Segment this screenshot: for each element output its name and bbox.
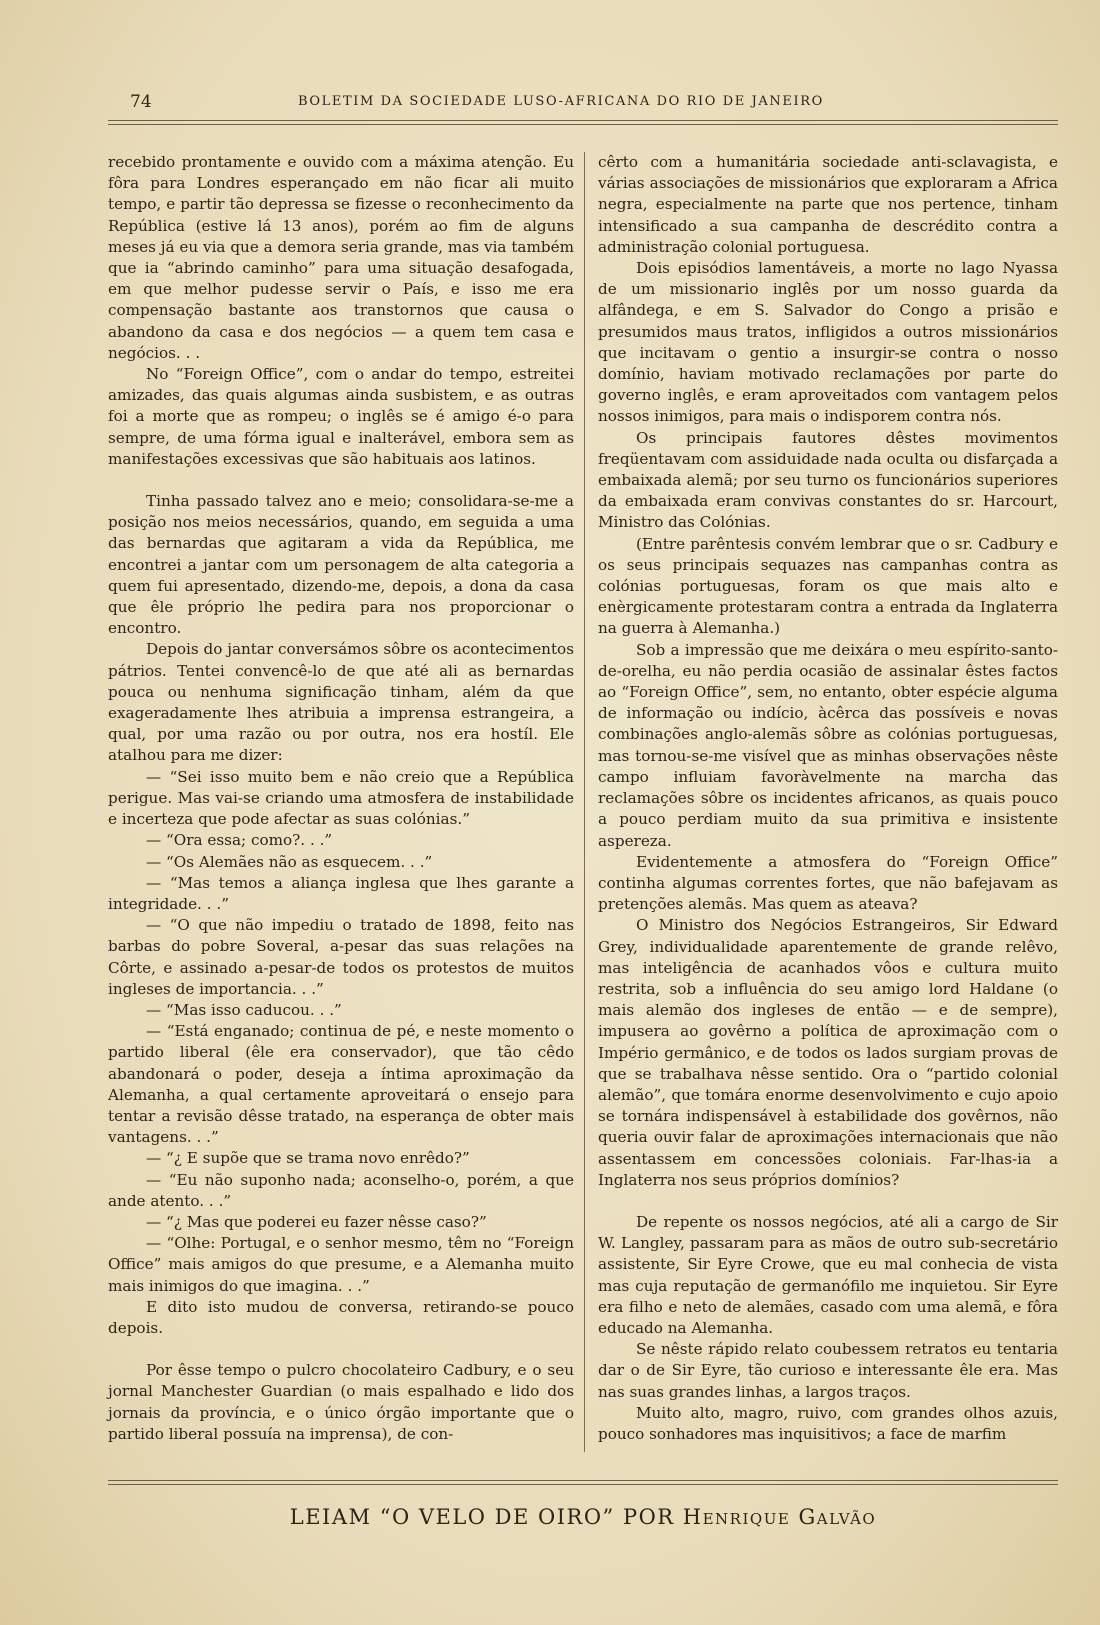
paragraph: Por êsse tempo o pulcro chocolateiro Cadbury, e o seu jornal Manchester Guardian (o mais espalhado e lido dos jornais da província, e o único órgão importante que o partido liberal possuía na imprensa), de con- — [108, 1361, 574, 1443]
paragraph: (Entre parêntesis convém lembrar que o sr. Cadbury e os seus principais sequazes nas campanhas contra as colónias portuguesas, foram os que mais alto e enèrgicamente protestaram contra a entrada da Inglaterra na guerra à Alemanha.) — [598, 534, 1058, 638]
paragraph: — “¿ E supõe que se trama novo enrêdo?” — [146, 1149, 470, 1168]
paragraph: Muito alto, magro, ruivo, com grandes olhos azuis, pouco sonhadores mas inquisitivos; a face de marfim — [598, 1403, 1058, 1443]
footer-rule — [108, 1480, 1058, 1481]
paragraph: E dito isto mudou de conversa, retirando-se pouco depois. — [108, 1297, 574, 1337]
paragraph: cêrto com a humanitária sociedade anti-sclavagista, e várias associações de missionários que exploraram a Africa negra, especialmente na parte que nos pertence, tinham intensificado a sua campanha de descrédito contra a administração colonial portuguesa. — [598, 153, 1058, 256]
header-rule — [108, 120, 1058, 121]
paragraph: Os principais fautores dêstes movimentos freqüentavam com assiduidade nada oculta ou disfarçada a embaixada alemã; por seu turno os funcionários superiores da embaixada eram convivas constantes do sr. Harcourt, Ministro das Colónias. — [598, 428, 1058, 532]
paragraph: O Ministro dos Negócios Estrangeiros, Sir Edward Grey, individualidade aparentemente de grande relêvo, mas inteligência de acanhados vôos e cultura muito restrita, sob a influência do seu amigo lord Haldane (o mais alemão dos ingleses de então — e de sempre), impusera ao govêrno a política de aproximação com o Império germânico, e de todos os lados surgiam provas de que se trabalhava nêsse sentido. Ora o “partido colonial alemão”, que tomára enorme desenvolvimento e cujo apoio se tornára indispensável à estabilidade dos govêrnos, não queria ouvir falar de aproximações internacionais que não assentassem em concessões coloniais. Far-lhas-ia a Inglaterra nos seus próprios domínios? — [598, 916, 1058, 1189]
left-column — [108, 152, 574, 1445]
running-title: BOLETIM DA SOCIEDADE LUSO-AFRICANA DO RIO DE JANEIRO — [298, 94, 824, 109]
paragraph: — “Mas temos a aliança inglesa que lhes garante a integridade. . .” — [108, 873, 574, 913]
paragraph: De repente os nossos negócios, até ali a cargo de Sir W. Langley, passaram para as mãos de outro sub-secretário assistente, Sir Eyre Crowe, que eu mal conhecia de vista mas cuja reputação de germanófilo me inquietou. Sir Eyre era filho e neto de alemães, casado com uma alemã, e fôra educado na Alemanha. — [598, 1212, 1058, 1337]
paragraph: Se nêste rápido relato coubessem retratos eu tentaria dar o de Sir Eyre, tão curioso e interessante êle era. Mas nas suas grandes linhas, a largos traços. — [598, 1340, 1058, 1401]
advert-by: POR — [614, 1505, 683, 1529]
advert-banner — [108, 1505, 1058, 1529]
paragraph: Sob a impressão que me deixára o meu espírito-santo-de-orelha, eu não perdia ocasião de assinalar êstes factos ao “Foreign Office”, sem, no entanto, obter espécie alguma de informação ou indício, àcêrca das possíveis e novas combinações anglo-alemãs sôbre as colónias portuguesas, mas tornou-se-me visível que as minhas observações nêste campo influiam favoràvelmente na marcha das reclamações sôbre os incidentes africanos, as quais pouco a pouco perdiam muito da sua primitiva e insistente aspereza. — [598, 640, 1058, 850]
paragraph: — “Mas isso caducou. . .” — [146, 1000, 342, 1019]
paragraph: — “Olhe: Portugal, e o senhor mesmo, têm no “Foreign Office” mais amigos do que presume, e a Alemanha muito mais inimigos do que imagina. . .” — [108, 1234, 574, 1295]
advert-prefix: LEIAM — [289, 1505, 380, 1529]
paragraph: — “Ora essa; como?. . .” — [146, 831, 333, 850]
paragraph: Evidentemente a atmosfera do “Foreign Office” continha algumas correntes fortes, que não bafejavam as pretenções alemãs. Mas quem as ateava? — [598, 852, 1058, 914]
footer-rule-double — [108, 1484, 1058, 1485]
paragraph: — “Está enganado; continua de pé, e neste momento o partido liberal (êle era conservador), que tão cêdo abandonará o poder, deseja a íntima aproximação da Alemanha, a qual certamente aproveitará o ensejo para tentar a revisão dêsse tratado, na esperança de obter mais vantagens. . .” — [108, 1022, 574, 1147]
advert-title: “O VELO DE OIRO” — [379, 1505, 615, 1529]
paragraph: No “Foreign Office”, com o andar do tempo, estreitei amizades, das quais algumas ainda susbistem, e as outras foi a morte que as rompeu; o inglês se é amigo é-o para sempre, de uma fórma igual e inalterável, embora sem as manifestações excessivas que são habituais aos latinos. — [108, 365, 574, 468]
advert-author: Henrique Galvão — [682, 1505, 877, 1529]
paragraph: Depois do jantar conversámos sôbre os acontecimentos pátrios. Tentei convencê-lo de que até ali as bernardas pouca ou nenhuma significação tinham, além da que exageradamente lhes atribuia a imprensa estrangeira, a qual, por uma razão ou por outra, nos era hostíl. Ele atalhou para me dizer: — [108, 640, 574, 765]
paragraph: Tinha passado talvez ano e meio; consolidara-se-me a posição nos meios necessários, quando, em seguida a uma das bernardas que agitaram a vida da República, me encontrei a jantar com um personagem de alta categoria a quem fui apresentado, dizendo-me, depois, a dona da casa que êle próprio lhe pedira para nos proporcionar o encontro. — [108, 492, 574, 638]
paragraph: — “Sei isso muito bem e não creio que a República perigue. Mas vai-se criando uma atmosfera de instabilidade e incerteza que pode afectar as suas colónias.” — [108, 767, 574, 829]
paragraph: Dois episódios lamentáveis, a morte no lago Nyassa de um missionario inglês por um nosso guarda da alfândega, e em S. Salvador do Congo a prisão e presumidos maus tratos, infligidos a outros missionários que incitavam o gentio a insurgir-se contra o nosso domínio, haviam motivado reclamações por parte do governo inglês, e eram aproveitados com vantagem pelos nossos inimigos, para mais o indisporem contra nós. — [598, 259, 1058, 426]
paragraph: recebido prontamente e ouvido com a máxima atenção. Eu fôra para Londres esperançado em não ficar ali muito tempo, e partir tão depressa se fizesse o reconhecimento da República (estive lá 13 anos), porém ao fim de alguns meses já eu via que a demora seria grande, mas via também que ia “abrindo caminho” para uma situação desafogada, em que melhor pudesse servir o País, e isso me era compensação bastante aos transtornos que causa o abandono da casa e dos negócios — a quem tem casa e negócios. . . — [108, 153, 574, 362]
paragraph: — “O que não impediu o tratado de 1898, feito nas barbas do pobre Soveral, a-pesar das suas relações na Côrte, e assinado a-pesar-de todos os protestos de muitos ingleses de importancia. . .” — [108, 916, 574, 998]
right-column — [598, 152, 1058, 1445]
header-rule-double — [108, 124, 1058, 125]
column-divider — [584, 152, 585, 1452]
page-header — [108, 92, 978, 116]
paragraph: — “¿ Mas que poderei eu fazer nêsse caso?” — [146, 1212, 487, 1231]
page-number: 74 — [130, 92, 152, 112]
paragraph: — “Os Alemães não as esquecem. . .” — [146, 852, 433, 871]
paragraph: — “Eu não suponho nada; aconselho-o, porém, a que ande atento. . .” — [108, 1170, 574, 1210]
